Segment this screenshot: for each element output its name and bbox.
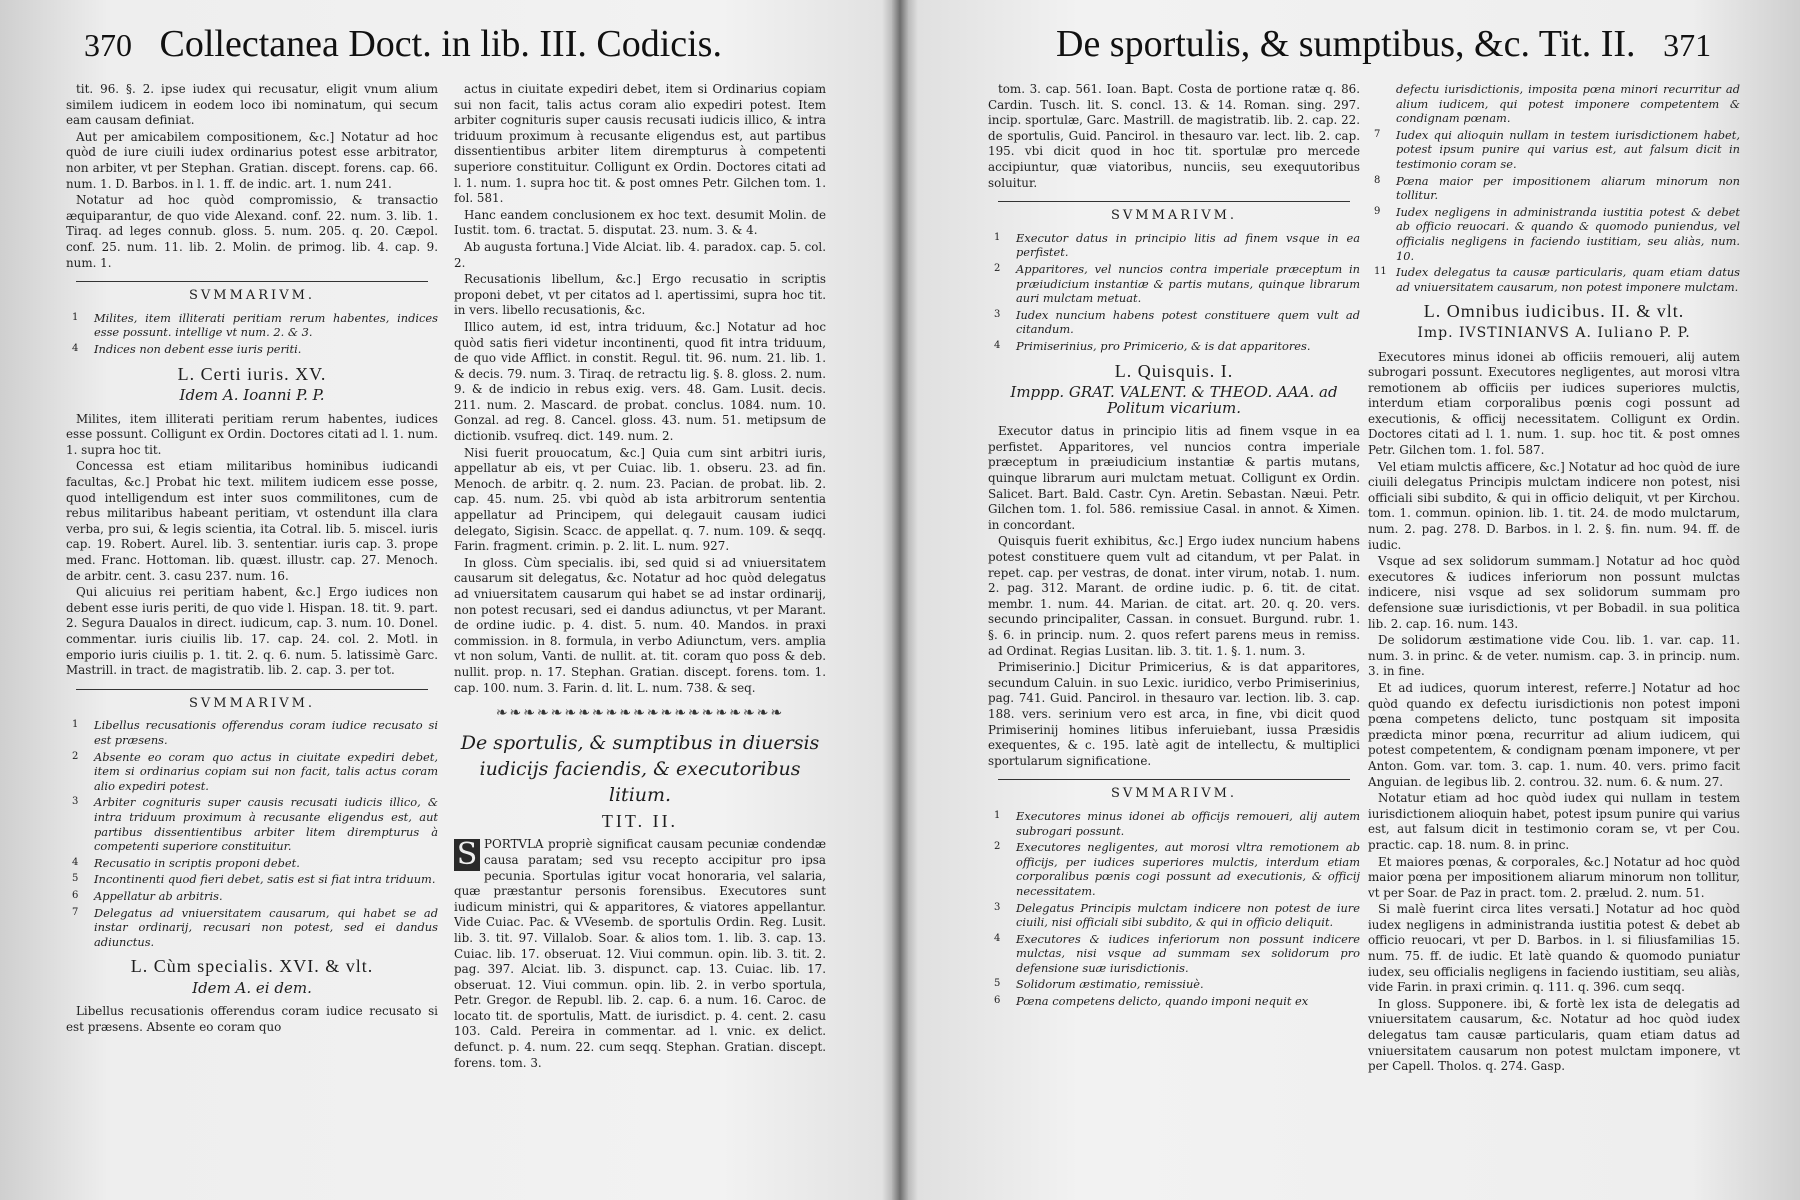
summarium-item: 2 Executores negligentes, aut morosi vltra remotionem ab officijs, per iudices superiores mulctis, interdum etiam corporalibus pœnis cogi possunt ad executionis, & officij necessitatem.	[994, 840, 1360, 898]
summarium-item: 7 Delegatus ad vniuersitatem causarum, qui habet se ad instar ordinarij, recusari non potest, sed ei dandus adiunctus.	[72, 905, 438, 949]
paragraph: Si malè fuerint circa lites versati.] Notatur ad hoc quòd iudex negligens in administranda iustitia potest & debet ab officio reuocari, vt per D. Barbos. in l. si filiusfamilias 15. num. 75. ff. de iudic. Et latè quando & quomodo puniatur iudex, seu officialis negligens in faciendo iustitiam, seu aliàs, vide Farin. in praxi crimin. q. 111. q. 396. cum seqq.	[1368, 902, 1740, 995]
summarium-item: 3 Iudex nuncium habens potest constituere quem vult ad citandum.	[994, 307, 1360, 337]
summarium-list	[66, 718, 438, 949]
paragraph: Aut per amicabilem compositionem, &c.] Notatur ad hoc quòd de iure ciuili iudex ordinarius potest esse arbitrator, non arbiter, vt per Stephan. Gratian. discept. forens. cap. 66. num. 1. D. Barbos. in l. 1. ff. de indic. art. 1. num 241.	[66, 129, 438, 191]
summarium-item: 3 Delegatus Principis mulctam indicere non potest de iure ciuili, nisi officiali sibi subdito, & qui in officio deliquit.	[994, 900, 1360, 930]
paragraph: Vel etiam mulctis afficere, &c.] Notatur ad hoc quòd de iure ciuili delegatus Principis mulctam indicere non potest, nisi officiali sibi subdito, & qui in officio deliquit, vt per Kirchou. tom. 1. commun. opinion. lib. 1. tit. 24. de modo mulctarum, num. 2. pag. 278. D. Barbos. in l. 2. §. fin. num. 94. ff. de iudic.	[1368, 459, 1740, 552]
summarium-heading: SVMMARIVM.	[1110, 786, 1238, 802]
paragraph: Milites, item illiterati peritiam rerum habentes, iudices esse possunt. Colligunt ex Ordin. Doctores citati ad l. 1. num. 1. supra hoc tit.	[66, 411, 438, 457]
right-column-1	[988, 82, 1360, 1182]
summarium-item: 7 Iudex qui alioquin nullam in testem iurisdictionem habet, potest ipsum punire qui varius est, aut falsum dicit in testimonio coram se.	[1374, 127, 1740, 171]
law-heading: L. Cùm specialis. XVI. & vlt.	[130, 956, 374, 977]
paragraph: Quisquis fuerit exhibitus, &c.] Ergo iudex nuncium habens potest constituere quem vult ad citandum, vt per Palat. in repet. cap. per vestras, de donat. inter virum, notab. 1. num. 2. pag. 312. Marant. de ordine iudic. p. 6. tit. de citat. membr. 1. num. 44. Marian. de citat. art. 20. q. 20. vers. secundo principaliter, Cassan. in consuet. Burgund. rubr. 1. §. 6. in princip. num. 2. quos refert parens meus in remiss. ad Ordinat. Regias Lusitan. lib. 3. tit. 1. §. 1. num. 3.	[988, 534, 1360, 658]
left-page	[0, 0, 892, 1200]
left-head-title: Collectanea Doct. in lib. III. Codicis.	[159, 23, 722, 65]
summarium-item: 4 Primiserinius, pro Primicerio, & is dat apparitores.	[994, 338, 1311, 353]
paragraph: Et ad iudices, quorum interest, referre.] Notatur ad hoc quòd quando ex defectu iurisdictionis non potest imponi pœna competens delicto, tunc postquam sit imposita prædicta minor pœna, recurritur ad alium iudicem, qui potest competentem, & condignam pœnam imponere, vt per Anton. Gom. var. tom. 3. cap. 1. num. 40. vers. primo facit Anguian. de legibus lib. 2. controu. 32. num. 6. & num. 27.	[1368, 680, 1740, 789]
paragraph: Hanc eandem conclusionem ex hoc text. desumit Molin. de Iustit. tom. 6. tractat. 5. disputat. 23. num. 3. & 4.	[454, 207, 826, 238]
paragraph: Libellus recusationis offerendus coram iudice recusato si est præsens. Absente eo coram quo	[66, 1004, 438, 1035]
paragraph: Recusationis libellum, &c.] Ergo recusatio in scriptis proponi debet, vt per citatos ad l. apertissimi, supra hoc tit. in vers. libello recusationis, &c.	[454, 272, 826, 318]
paragraph: Notatur ad hoc quòd compromissio, & transactio æquiparantur, de quo vide Alexand. conf. 22. num. 3. lib. 1. Tiraq. ad leges connub. gloss. 5. num. 205. q. 20. Cæpol. conf. 25. num. 11. lib. 2. Molin. de primog. lib. 4. cap. 9. num. 1.	[66, 193, 438, 270]
summarium-item: 8 Pœna maior per impositionem aliarum minorum non tollitur.	[1374, 173, 1740, 203]
drop-cap: S	[454, 839, 480, 871]
summarium-item: 2 Apparitores, vel nuncios contra imperiale præceptum in præiudicium instantiæ & partis mutans, quinque librarum auri mulctam metuat.	[994, 261, 1360, 306]
paragraph: Executor datus in principio litis ad finem vsque in ea perfistet. Apparitores, vel nuncios contra imperiale præceptum in præiudicium instantiæ & partis mutans, quinque librarum auri mulctam metuat. Colligunt ex Ordin. Salicet. Bart. Bald. Castr. Cyn. Aretin. Sebastan. Næui. Petr. Gilchen tom. 1. fol. 586. remissiue Casal. in annot. & Ximen. in concordant.	[988, 424, 1360, 532]
paragraph: Qui alicuius rei peritiam habent, &c.] Ergo iudices non debent esse iuris periti, de quo vide l. Hispan. 18. tit. 9. part. 2. Segura Daualos in direct. iudicum, cap. 3. num. 10. Donel. commentar. iuris ciuilis lib. 17. cap. 24. col. 2. Motl. in emporio iuris ciuilis p. 1. tit. 2. q. 6. num. 5. latissimè Garc. Mastrill. in tract. de magistratib. lib. 2. cap. 3. per tot.	[66, 585, 438, 678]
page-number-right: 371	[1663, 27, 1712, 63]
right-column-2	[1368, 82, 1740, 1182]
law-subheading: Imp. IVSTINIANVS A. Iuliano P. P.	[1417, 324, 1691, 341]
divider	[76, 689, 428, 690]
summarium-list-continued	[1368, 82, 1740, 294]
tit-heading: TIT. II.	[601, 810, 679, 831]
paragraph: tit. 96. §. 2. ipse iudex qui recusatur, eligit vnum alium similem iudicem in eodem loco ibi nominatum, qui secum eam causam definiat.	[66, 82, 438, 128]
paragraph: De solidorum æstimatione vide Cou. lib. 1. var. cap. 11. num. 3. in princ. & de veter. numism. cap. 3. in princip. num. 3. in fine.	[1368, 633, 1740, 679]
summarium-item: 6 Appellatur ab arbitris.	[72, 888, 223, 903]
summarium-item: 2 Absente eo coram quo actus in ciuitate expediri debet, item si ordinarius copiam sui non facit, talis actus coram alio expediri potest.	[72, 749, 438, 793]
paragraph: Nisi fuerit prouocatum, &c.] Quia cum sint arbitri iuris, appellatur ab eis, vt per Cuiac. lib. 1. obseru. 23. ad fin. Menoch. de arbitr. q. 2. num. 23. Pacian. de probat. lib. 2. cap. 45. num. 25. vbi quòd ab ista arbitrorum sententia appellatur ad Principem, qui delegauit causam iudici delegato, Sigisin. Scacc. de appellat. q. 7. num. 109. & seqq. Farin. fragment. crimin. p. 2. lit. L. num. 927.	[454, 445, 826, 554]
summarium-list	[988, 231, 1360, 354]
summarium-item: 3 Arbiter cognituris super causis recusati iudicis illico, & intra triduum proximum à recusante eligendus est, aut partibus dissentientibus arbiter litem dirempturus à competenti superiore constituitur.	[72, 795, 438, 854]
summarium-heading: SVMMARIVM.	[188, 288, 316, 304]
law-subheading: Idem A. ei dem.	[192, 978, 312, 997]
summarium-item: 1 Milites, item illiterati peritiam rerum habentes, indices esse possunt. intellige vt num. 2. & 3.	[72, 310, 438, 340]
summarium-heading: SVMMARIVM.	[188, 695, 316, 711]
divider	[76, 281, 428, 282]
paragraph: actus in ciuitate expediri debet, item si Ordinarius copiam sui non facit, talis actus coram alio expediri potest. Item arbiter cognituris super causis recusati iudicis illico, & intra triduum proximum à recusante eligendus est, aut partibus dissentientibus arbiter litem dirempturus à competenti superiore constituitur. Colligunt ex Ordin. Doctores citati ad l. 1. num. 1. supra hoc tit. & post omnes Petr. Gilchen tom. 1. fol. 581.	[454, 82, 826, 206]
summarium-list	[988, 809, 1360, 1009]
paragraph-text: PORTVLA propriè significat causam pecuniæ condendæ causa paratam; sed vsu recepto accipitur pro ipsa pecunia. Sportulas igitur vocat honoraria, vel salaria, quæ præstantur personis forensibus. Executores sunt iudicum ministri, qui & apparitores, & viatores appellantur. Vide Cuiac. Pac. & VVesemb. de sportulis Ordin. Reg. Lusit. lib. 3. tit. 97. Villalob. Soar. & alios tom. 1. lib. 3. cap. 13. Cuiac. lib. 17. obseruat. 12. Viui commun. opin. lib. 3. tit. 2. pag. 397. Alciat. lib. 3. dispunct. cap. 13. Cuiac. lib. 17. obseruat. 12. Viui commun. opin. lib. 2. in verbo sportula, Petr. Gregor. de Republ. lib. 2. cap. 6. a num. 16. Caroc. de locato tit. de sportulis, Matt. de iurisdict. p. 4. cent. 2. casu 103. Cald. Pereira in commentar. ad l. vnic. ex delict. defunct. p. 4. num. 22. cum seqq. Stephan. Gratian. discept. forens. tom. 3.	[454, 837, 826, 1070]
summarium-item: 5 Incontinenti quod fieri debet, satis est si fiat intra triduum.	[72, 872, 436, 887]
right-head-title: De sportulis, & sumptibus, &c. Tit. II.	[1056, 23, 1636, 65]
paragraph: Ab augusta fortuna.] Vide Alciat. lib. 4. paradox. cap. 5. col. 2.	[454, 239, 826, 270]
paragraph: In gloss. Supponere. ibi, & fortè lex ista de delegatis ad vniuersitatem causarum, &c. Notatur ad hoc quòd iudex delegatus tam causæ particularis, quam etiam datus ad vniuersitatem causarum non potest mulctam imponere, vt per Capell. Tholos. q. 274. Gasp.	[1368, 996, 1740, 1074]
left-column-1	[66, 82, 438, 1182]
paragraph: Illico autem, id est, intra triduum, &c.] Notatur ad hoc quòd satis fieri videtur incontinenti, quod fit intra triduum, de quo vide Afflict. in constit. Regul. tit. 96. num. 21. lib. 1. & decis. 79. num. 3. Tiraq. de retractu lig. §. 8. gloss. 2. num. 9. & de indicio in rebus exig. vers. 48. Gam. Lusit. decis. 211. num. 2. Mascard. de probat. conclus. 1084. num. 10. Gonzal. ad reg. 8. Cancel. gloss. 43. num. 51. metipsum de dictionib. vsufreq. dict. 149. num. 2.	[454, 319, 826, 444]
summarium-item: 4 Executores & iudices inferiorum non possunt indicere mulctas, nisi vsque ad summam sex solidorum pro defensione suæ iurisdictionis.	[994, 931, 1360, 975]
paragraph: Executores minus idonei ab officiis remoueri, alij autem subrogari possunt. Executores negligentes, aut morosi vltra remotionem ab officiis per iudices superiores mulctis, interdum etiam corporalibus pœnis cogi possunt ad executionis, & officij necessitatem. Colligunt ex Ordin. Doctores citati ad l. 1. num. 1. sup. hoc tit. & post omnes Petr. Gilchen tom. 1. fol. 587.	[1368, 349, 1740, 458]
summarium-item: defectu iurisdictionis, imposita pœna minori recurritur ad alium iudicem, qui potest imponere competentem & condignam pœnam.	[1396, 82, 1740, 126]
page-number-left: 370	[84, 27, 132, 63]
paragraph: tom. 3. cap. 561. Ioan. Bapt. Costa de portione ratæ q. 86. Cardin. Tusch. lit. S. concl. 13. & 14. Roman. sing. 297. incip. sportulæ, Garc. Mastrill. de magistratib. lib. 2. cap. 22. de sportulis, Guid. Pancirol. in thesauro var. lect. lib. 2. cap. 195. vbi dicit quod in hoc tit. sportulæ pro mercede accipiuntur, quæ viatoribus, nunciis, seu exequutoribus soluitur.	[988, 82, 1360, 190]
book-gutter	[892, 0, 908, 1200]
paragraph: Vsque ad sex solidorum summam.] Notatur ad hoc quòd executores & iudices inferiorum non possunt mulctas indicere, nisi vsque ad sex solidorum summam pro defensione suæ iurisdictionis, vt per Bobadil. in sua politica lib. 2. cap. 16. num. 143.	[1368, 554, 1740, 631]
left-running-head	[66, 22, 722, 66]
title-heading: De sportulis, & sumptibus in diuersis iudicijs faciendis, & executoribus litium.	[460, 731, 820, 806]
paragraph: Primiserinio.] Dicitur Primicerius, & is dat apparitores, secundum Caluin. in suo Lexic. iuridico, verbo Primiserinius, pag. 741. Guid. Pancirol. in thesauro var. lection. lib. 3. cap. 188. vers. serinium vero est arca, in fine, vbi dicit quod Primiserinij homines litibus inferuiebant, iussa Præsidis exequentes, & c. 195. latè agit de intellectu, & multiplici sportularum significatione.	[988, 660, 1360, 768]
summarium-item: 5 Solidorum æstimatio, remissiuè.	[994, 977, 1204, 992]
summarium-heading: SVMMARIVM.	[1110, 208, 1238, 224]
paragraph	[454, 837, 826, 1071]
ornament-band: ❧❧❧❧❧❧❧❧❧❧❧❧❧❧❧❧❧❧❧❧❧	[495, 705, 785, 722]
summarium-item: 9 Iudex negligens in administranda iustitia potest & debet ab officio reuocari. & quando & quomodo puniendus, vel officialis negligens in faciendo iustitiam, seu aliàs, num. 10.	[1374, 204, 1740, 263]
paragraph: Et maiores pœnas, & corporales, &c.] Notatur ad hoc quòd maior pœna per impositionem aliarum minorum non tollitur, vt per Soar. de Paz in pract. tom. 2. prælud. 2. num. 51.	[1368, 854, 1740, 900]
right-running-head	[1056, 22, 1729, 66]
summarium-item: 1 Executores minus idonei ab officijs remoueri, alij autem subrogari possunt.	[994, 808, 1360, 838]
summarium-item: 1 Executor datus in principio litis ad finem vsque in ea perfistet.	[994, 230, 1360, 260]
summarium-item: 6 Pœna competens delicto, quando imponi nequit ex	[994, 994, 1309, 1009]
law-subheading: Idem A. Ioanni P. P.	[179, 386, 325, 405]
law-heading: L. Omnibus iudicibus. II. & vlt.	[1423, 301, 1685, 322]
law-heading: L. Certi iuris. XV.	[177, 363, 327, 384]
right-page	[908, 0, 1800, 1200]
divider	[998, 779, 1350, 780]
divider	[998, 201, 1350, 202]
paragraph: Notatur etiam ad hoc quòd iudex qui nullam in testem iurisdictionem alioquin habet, potest ipsum punire qui varius est, aut falsum dicit in testimonio coram se, vt per Cou. practic. cap. 18. num. 8. in princ.	[1368, 791, 1740, 852]
law-subheading: Imppp. GRAT. VALENT. & THEOD. AAA. ad Politum vicarium.	[1010, 383, 1338, 417]
summarium-item: 4 Recusatio in scriptis proponi debet.	[72, 855, 300, 870]
law-heading: L. Quisquis. I.	[1114, 360, 1234, 381]
summarium-item: 11 Iudex delegatus ta causæ particularis, quam etiam datus ad vniuersitatem causarum, non potest imponere mulctam.	[1374, 265, 1740, 294]
summarium-item: 4 Indices non debent esse iuris periti.	[72, 341, 302, 356]
paragraph: Concessa est etiam militaribus hominibus iudicandi facultas, &c.] Probat hic text. militem iudicem esse posse, quod intelligendum est inter suos commilitones, cum de rebus militaribus habeant peritiam, vt ostendunt illa clara verba, pro sui, & legis scientia, ita Cotral. lib. 5. miscel. iuris cap. 19. Robert. Aurel. lib. 3. sententiar. iuris cap. 3. prope med. Franc. Hottoman. lib. quæst. illustr. cap. 27. Menoch. de arbitr. cent. 3. casu 237. num. 16.	[66, 459, 438, 583]
left-column-2	[454, 82, 826, 1182]
paragraph: In gloss. Cùm specialis. ibi, sed quid si ad vniuersitatem causarum sit delegatus, &c. Notatur ad hoc quòd delegatus ad vniuersitatem causarum qui habet se ad instar ordinarij, non potest recusari, sed ei dandus adiunctus, vt per Marant. de ordine iudic. p. 4. dist. 5. num. 40. Mandos. in praxi commission. in 8. formula, in verbo Adiunctum, vers. amplia vt non solum, Vanti. de nullit. at. tit. coram quo poss & deb. nullit. prop. n. 17. Stephan. Gratian. discept. forens. tom. 1. cap. 100. num. 3. Farin. d. lit. L. num. 738. & seq.	[454, 555, 826, 695]
summarium-list	[66, 311, 438, 357]
summarium-item: 1 Libellus recusationis offerendus coram iudice recusato si est præsens.	[72, 718, 438, 747]
